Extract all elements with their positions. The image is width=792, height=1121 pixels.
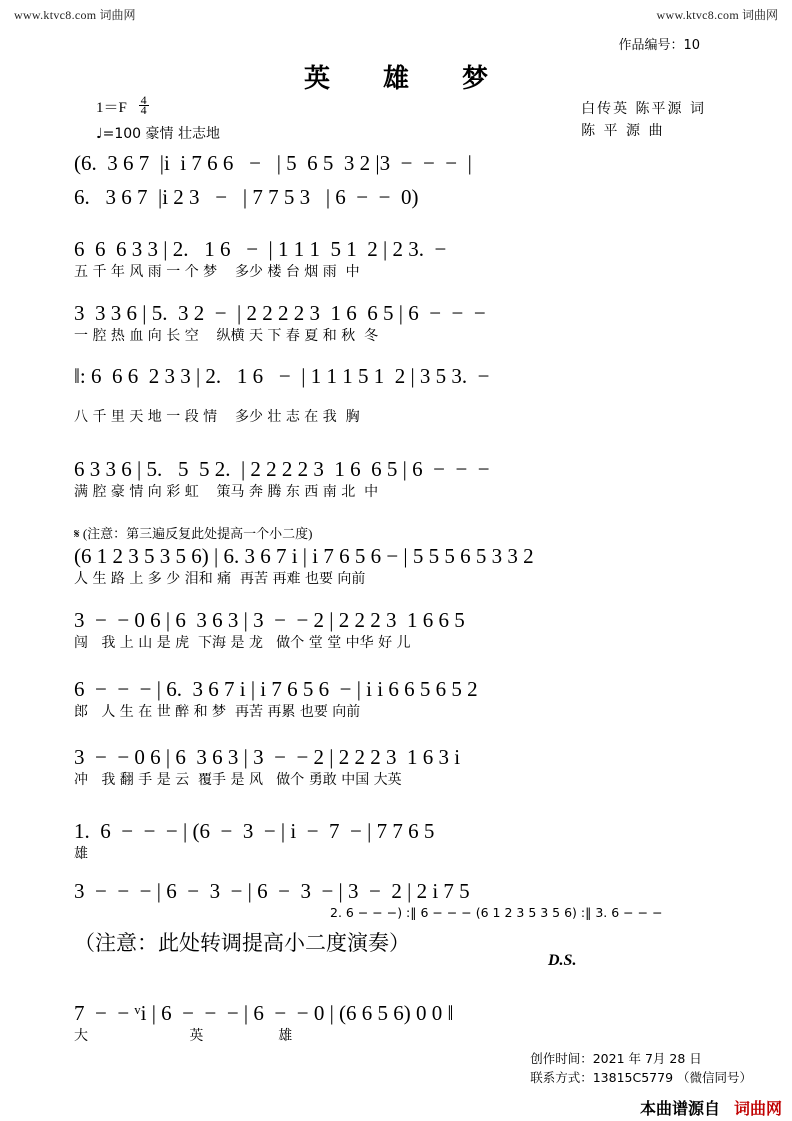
music-system-v1-l1 xyxy=(74,236,722,282)
music-system-v3-l3 xyxy=(74,676,722,722)
music-system-v2-l1 xyxy=(74,363,722,427)
notation-line: 6 − − − | 6. 3 6 7 i | i 7 6 5 6 − | i i 6 6 5 6 5 2 xyxy=(74,677,478,701)
lyrics-line: 雄 xyxy=(74,846,88,862)
lyrics-line: 冲 我 翻 手 是 云 覆手 是 风 做个 勇敢 中国 大英 xyxy=(74,772,402,788)
lyrics-line: 八 千 里 天 地 一 段 情 多少 壮 志 在 我 胸 xyxy=(74,409,360,425)
notation-line: 3 − − 0 6 | 6 3 6 3 | 3 − − 2 | 2 2 2 3 1 6 6 5 xyxy=(74,608,465,632)
notation-line: 6. 3 6 7 |i 2 3 − | 7 7 5 3 | 6 − − 0) xyxy=(74,185,419,209)
page-title: 英 雄 梦 xyxy=(303,64,511,94)
notation-line: (6. 3 6 7 |i i 7 6 6 − | 5 6 5 3 2 |3 − − − | xyxy=(74,151,472,175)
watermark-left-cn: 词曲网 xyxy=(99,8,136,22)
music-system-v3-l2 xyxy=(74,607,722,653)
notation-line: 1. 6 − − − | (6 − 3 − | i − 7 − | 7 7 6 5 xyxy=(74,819,435,843)
time-signature xyxy=(139,93,149,117)
notation-note: 𝄋 (注意：第三遍反复此处提高一个小二度) xyxy=(74,526,313,541)
watermark-right-cn: 词曲网 xyxy=(741,8,778,22)
ds-al-label: D.S. xyxy=(548,952,577,969)
tempo-marking: ♩=100 豪情 壮志地 xyxy=(96,126,220,142)
music-system-intro-2 xyxy=(74,184,722,210)
lyrics-line: 五 千 年 风 雨 一 个 梦 多少 楼 台 烟 雨 中 xyxy=(74,264,360,280)
key-signature-line xyxy=(96,93,220,117)
music-system-ending1-a xyxy=(74,818,722,864)
create-time: 创作时间：2021 年 7月 28 日 xyxy=(530,1051,702,1066)
lyrics-line: 满 腔 豪 情 向 彩 虹 策马 奔 腾 东 西 南 北 中 xyxy=(74,484,379,500)
music-system-v3-l4 xyxy=(74,744,722,790)
watermark-row xyxy=(0,6,792,23)
music-system-v1-l2 xyxy=(74,300,722,346)
notation-line: 3 − − − | 6 − 3 − | 6 − 3 − | 3 − 2 | 2 i 7 5 xyxy=(74,879,470,903)
credits-block xyxy=(581,98,706,142)
footer-info xyxy=(530,1049,752,1087)
work-number: 作品编号：10 xyxy=(618,38,700,53)
source-site: 词曲网 xyxy=(733,1099,782,1118)
watermark-right-url: www.ktvc8.com xyxy=(656,8,739,22)
source-label: 本曲谱源自 xyxy=(639,1099,720,1118)
lyricist-credit: 白传英 陈平源 词 xyxy=(581,101,706,117)
watermark-right xyxy=(657,6,778,23)
source-brand xyxy=(640,1096,782,1119)
music-system-intro-1 xyxy=(74,150,722,176)
music-system-ending1-b xyxy=(74,878,722,904)
key-signature: 1＝F xyxy=(96,100,127,116)
notation-line: ‖: 6 6 6 2 3 3 | 2. 1 6 − | 1 1 1 5 1 2 | 3 5 3. − xyxy=(74,364,490,388)
notation-line: 6 6 6 3 3 | 2. 1 6 − | 1 1 1 5 1 2 | 2 3. − xyxy=(74,237,447,261)
music-system-v2-l2 xyxy=(74,456,722,502)
lyrics-line: 人 生 路 上 多 少 泪和 痛 再苦 再难 也要 向前 xyxy=(74,571,366,587)
watermark-left xyxy=(14,6,135,23)
watermark-left-url: www.ktvc8.com xyxy=(14,8,97,22)
notation-note: 2. 6 − − −) :‖ 6 − − − (6 1 2 3 5 3 5 6) :‖ 3. 6 − − − xyxy=(330,905,663,920)
contact-info: 联系方式：13815C5779 （微信同号） xyxy=(530,1070,752,1085)
notation-line: 7 − − ᵛi | 6 − − − | 6 − − 0 | (6 6 5 6) 0 0 ‖ xyxy=(74,1001,454,1025)
composer-credit: 陈 平 源 曲 xyxy=(581,123,665,139)
lyrics-line: 郎 人 生 在 世 醉 和 梦 再苦 再累 也要 向前 xyxy=(74,704,361,720)
music-system-ending2 xyxy=(74,930,722,956)
notation-line: 6 3 3 6 | 5. 5 5 2. | 2 2 2 2 3 1 6 6 5 | 6 − − − xyxy=(74,457,490,481)
notation-line: （注意：此处转调提高小二度演奏） xyxy=(74,931,410,955)
time-signature-numerator: 4 xyxy=(140,93,147,107)
lyrics-line: 一 腔 热 血 向 长 空 纵横 天 下 春 夏 和 秋 冬 xyxy=(74,328,379,344)
lyrics-line: 大 英 雄 xyxy=(74,1028,315,1044)
notation-line: 3 − − 0 6 | 6 3 6 3 | 3 − − 2 | 2 2 2 3 1 6 3 i xyxy=(74,745,461,769)
time-signature-denominator: 4 xyxy=(140,103,147,117)
notation-line: 3 3 3 6 | 5. 3 2 − | 2 2 2 2 3 1 6 6 5 | 6 − − − xyxy=(74,301,486,325)
notation-line: (6 1 2 3 5 3 5 6) | 6. 3 6 7 i | i 7 6 5 6 − | 5 5 5 6 5 3 3 2 xyxy=(74,544,534,568)
ds-al-marking xyxy=(548,952,608,970)
music-system-v3-l1 xyxy=(74,543,722,589)
music-system-coda xyxy=(74,1000,722,1046)
key-tempo-block xyxy=(96,93,220,143)
lyrics-line: 闯 我 上 山 是 虎 下海 是 龙 做个 堂 堂 中华 好 儿 xyxy=(74,635,411,651)
modulation-note xyxy=(330,905,750,920)
